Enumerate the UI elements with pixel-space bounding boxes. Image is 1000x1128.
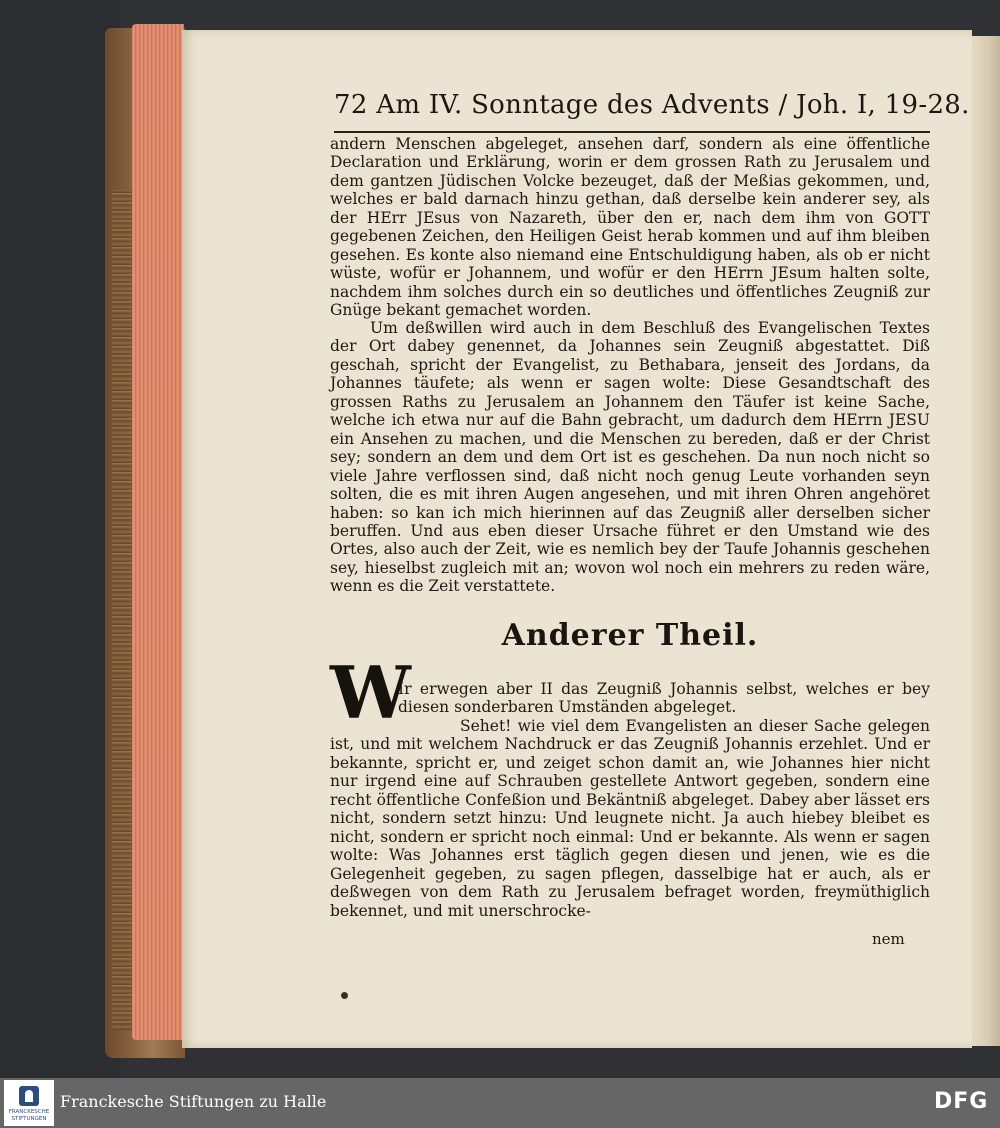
section-title: Anderer Theil. bbox=[501, 618, 759, 653]
paragraph-4: Sehet! wie viel dem Evangelisten an dieser Sache gelegen ist, und mit welchem Nachdruck er das Zeugniß Johannis erzehlet. Und er bekannte, spricht er, und zeiget schon damit an, wie Johannes hier nicht nur irgend eine auf Schrauben gestellete Antwort gegeben, sondern eine recht öffentliche Confeßion und Bekäntniß abgeleget. Dabey aber lässet ers nicht, sondern setzt hinzu: Und leugnete nicht. Ja auch hiebey bleibet es nicht, sondern er spricht noch einmal: Und er bekannte. Als wenn er sagen wolte: Was Johannes erst täglich gegen diesen und jenen, wie es die Gelegenheit gegeben, zu sagen pflegen, dasselbige hat er auch, als er deßwegen von dem Rath zu Jerusalem befraget worden, freymüthiglich bekennet, und mit unerschrocke- bbox=[330, 717, 930, 920]
franckesche-stiftungen-logo[interactable] bbox=[4, 1080, 54, 1126]
footer-title[interactable]: Franckesche Stiftungen zu Halle bbox=[60, 1092, 327, 1111]
scan-background bbox=[0, 0, 120, 1078]
catchword: nem bbox=[872, 930, 905, 948]
logo-text: FRANCKESCHE STIFTUNGEN bbox=[8, 1109, 50, 1122]
paragraph-2: Um deßwillen wird auch in dem Beschluß des Evangelischen Textes der Ort dabey genennet, da Johannes sein Zeugniß abgestattet. Diß geschah, spricht der Evangelist, zu Bethabara, jenseit des Jordans, da Johannes täufete; als wenn er sagen wolte: Diese Gesandtschaft des grossen Raths zu Jerusalem an Johannem den Täufer ist keine Sache, welche ich etwa nur auf die Bahn gebracht, um dadurch dem HErrn JESU ein Ansehen zu machen, und die Menschen zu bereden, daß er der Christ sey; sondern an dem und dem Ort ist es geschehen. Da nun noch nicht so viele Jahre verflossen sind, daß nicht noch genug Leute vorhanden seyn solten, die es mit ihren Augen angesehen, und mit ihren Ohren angehöret haben: so kan ich mich hierinnen auf das Zeugniß aller derselben sicher beruffen. Und aus eben dieser Ursache führet er den Umstand wie des Ortes, also auch der Zeit, wie es nemlich bey der Taufe Johannis geschehen sey, hieselbst zugleich mit an; wovon wol noch ein mehrers zu reden wäre, wenn es die Zeit verstattete. bbox=[330, 319, 930, 596]
drop-cap-initial: W bbox=[330, 650, 411, 735]
running-header: 72 Am IV. Sonntage des Advents / Joh. I, 19-28. bbox=[334, 90, 970, 120]
header-rule bbox=[334, 131, 930, 133]
right-page-stack bbox=[970, 36, 1000, 1046]
dfg-logo[interactable]: DFG bbox=[934, 1089, 989, 1114]
page-mark bbox=[341, 992, 348, 999]
paragraph-3: Ir erwegen aber II das Zeugniß Johannis selbst, welches er bey diesen sonderbaren Umständen abgeleget. bbox=[398, 680, 930, 717]
footer-bar bbox=[0, 1078, 1000, 1128]
building-icon bbox=[19, 1086, 39, 1106]
paragraph-1: andern Menschen abgeleget, ansehen darf, sondern als eine öffentliche Declaration und Erklärung, worin er dem grossen Rath zu Jerusalem und dem gantzen Jüdischen Volcke bezeuget, daß der Meßias gekommen, und, welches er bald darnach hinzu gethan, daß derselbe kein anderer sey, als der HErr JEsus von Nazareth, über den er, nach dem ihm von GOTT gegebenen Zeichen, den Heiligen Geist herab kommen und auf ihm bleiben gesehen. Es konte also niemand eine Entschuldigung haben, als ob er nicht wüste, wofür er Johannem, und wofür er den HErrn JEsum halten solte, nachdem ihm solches durch ein so deutliches und öffentliches Zeugniß zur Gnüge bekant gemachet worden. bbox=[330, 135, 930, 320]
page-edges bbox=[132, 24, 184, 1040]
